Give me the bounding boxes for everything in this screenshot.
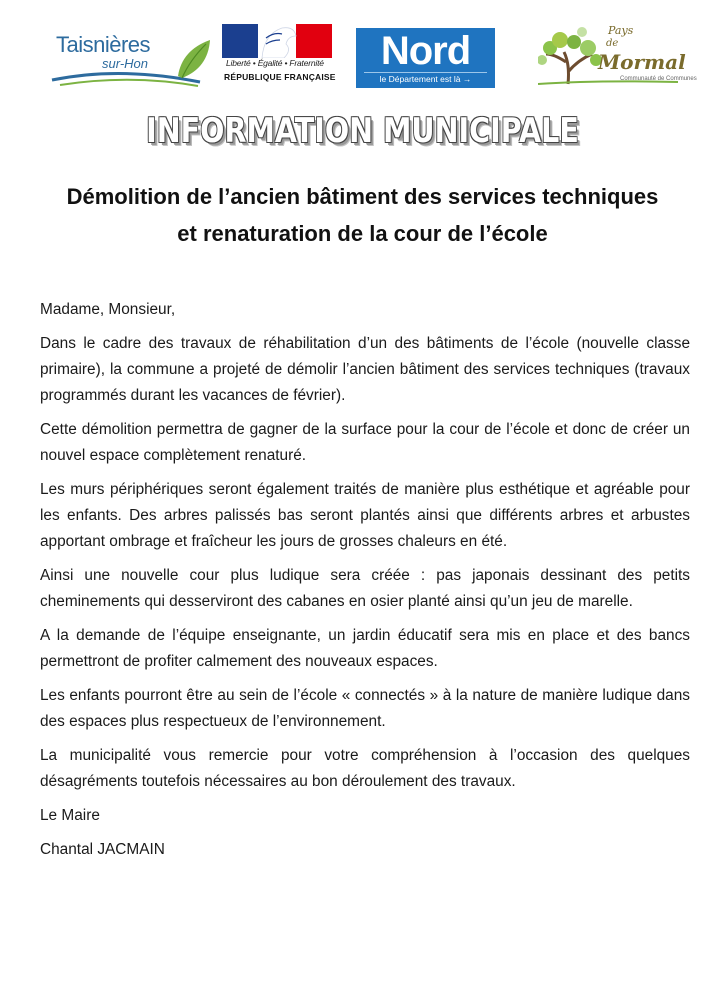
salutation: Madame, Monsieur, (40, 301, 176, 318)
taisnieres-logo (50, 30, 215, 88)
paragraph: Les enfants pourront être au sein de l’école « connectés » à la nature de manière ludique dans des espaces plus respectueux de l’environnement. (40, 687, 690, 730)
mormal-name: Mormal (598, 50, 686, 74)
nord-tagline: le Département est là → (379, 74, 472, 84)
paragraph: Dans le cadre des travaux de réhabilitation d’un des bâtiments de l’école (nouvelle classe primaire), la commune a projeté de démolir l’ancien bâtiment des services techniques (travaux programmés durant les vacances de février). (40, 335, 690, 404)
taisnieres-sub: sur-Hon (102, 56, 149, 71)
banner-heading: INFORMATION MUNICIPALE (146, 111, 579, 151)
nord-divider (364, 72, 487, 73)
republique-name: RÉPUBLIQUE FRANÇAISE (224, 72, 336, 82)
letter-body (40, 297, 690, 871)
nord-name: Nord (380, 29, 471, 73)
title-line-1: Démolition de l’ancien bâtiment des services techniques (66, 184, 659, 209)
paragraph: Cette démolition permettra de gagner de la surface pour la cour de l’école et donc de créer un nouvel espace complètement renaturé. (40, 421, 690, 464)
signatory: Chantal JACMAIN (40, 841, 165, 858)
paragraph: La municipalité vous remercie pour votre compréhension à l’occasion des quelques désagréments toutefois nécessaires au bon déroulement des travaux. (40, 747, 690, 790)
paragraph: Ainsi une nouvelle cour plus ludique sera créée : pas japonais dessinant des petits cheminements qui desserviront des cabanes en osier planté ainsi qu’un jeu de marelle. (40, 567, 690, 610)
closing: Le Maire (40, 807, 100, 824)
taisnieres-name: Taisnières (56, 32, 151, 57)
republique-francaise-logo (222, 24, 336, 90)
paragraph: A la demande de l’équipe enseignante, un jardin éducatif sera mis en place et des bancs permettront de profiter calmement des nouveaux espaces. (40, 627, 690, 670)
mormal-sub: Communauté de Communes (620, 76, 697, 82)
mormal-de: de (606, 38, 619, 49)
paragraph: Les murs périphériques seront également traités de manière plus esthétique et agréable pour les enfants. Des arbres palissés bas seront plantés ainsi que différents arbres et arbustes apportant ombrage et fraîcheur les jours de grosses chaleurs en été. (40, 481, 690, 550)
title-line-2: et renaturation de la cour de l’école (177, 221, 548, 246)
logo-bar (0, 22, 725, 94)
pays-de-mormal-logo (538, 24, 697, 90)
page-title (20, 178, 705, 252)
marianne-flag-icon (222, 24, 332, 58)
nord-logo (356, 28, 495, 88)
republique-motto: Liberté • Égalité • Fraternité (226, 58, 324, 68)
mormal-pays: Pays (608, 24, 634, 37)
